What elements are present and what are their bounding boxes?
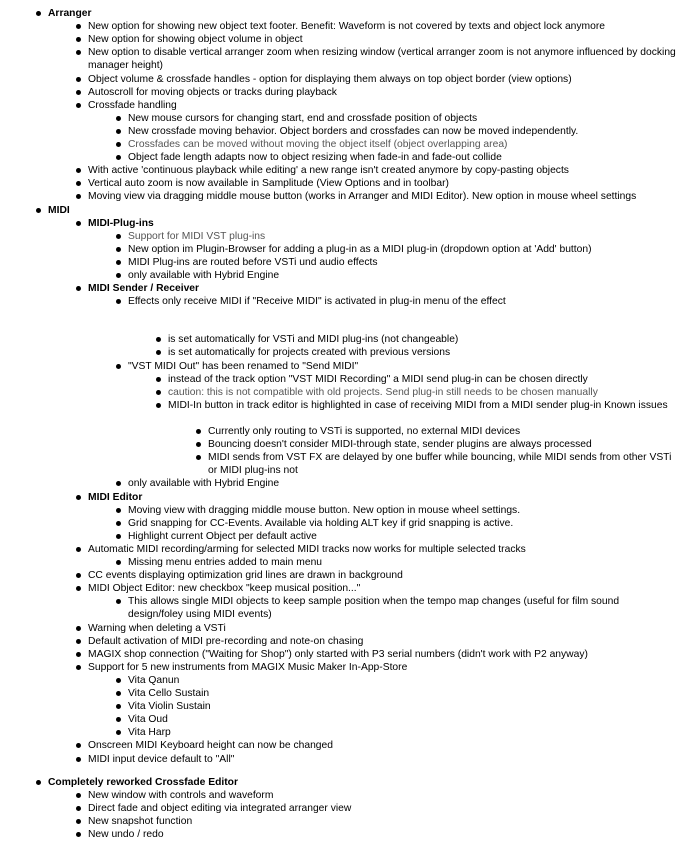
list-item (0, 399, 676, 412)
list-item (0, 517, 676, 530)
list-item (0, 789, 676, 802)
list-item (0, 661, 676, 674)
list-item-text: Effects only receive MIDI if "Receive MIDI" is activated in plug-in menu of the effect (128, 296, 506, 308)
list-item-text: Object fade length adapts now to object resizing when fade-in and fade-out collide (128, 152, 502, 164)
list-item (0, 648, 676, 661)
list-item-text: Vita Violin Sustain (128, 701, 211, 713)
list-item (0, 333, 676, 346)
list-item (0, 190, 676, 203)
list-item (0, 504, 676, 517)
bullet-icon (196, 442, 201, 447)
bullet-icon (76, 168, 81, 173)
list-item (0, 360, 676, 373)
bullet-icon (116, 508, 121, 513)
list-item (0, 86, 676, 99)
list-item-text: This allows single MIDI objects to keep sample position when the tempo map changes (useful for film sound design/foley using MIDI events) (128, 596, 620, 621)
list-item-text: Currently only routing to VSTi is supported, no external MIDI devices (208, 426, 521, 437)
list-item (0, 269, 676, 282)
list-item-text: Onscreen MIDI Keyboard height can now be changed (88, 740, 333, 752)
list-item (0, 204, 676, 217)
bullet-icon (116, 155, 121, 160)
bullet-icon (76, 757, 81, 762)
list-item (0, 569, 676, 582)
list-item-text: Completely reworked Crossfade Editor (48, 776, 238, 788)
list-item-text: MIDI input device default to "All" (88, 753, 235, 765)
list-item (0, 295, 676, 308)
list-item (0, 815, 676, 828)
list-item (0, 346, 676, 359)
list-item (0, 726, 676, 739)
list-item (0, 477, 676, 490)
bullet-icon (76, 819, 81, 824)
bullet-icon (36, 780, 41, 785)
list-item (0, 125, 676, 138)
bullet-icon (116, 691, 121, 696)
list-item (0, 622, 676, 635)
bullet-icon (116, 364, 121, 369)
list-item (0, 438, 676, 451)
list-item-text: New option to disable vertical arranger zoom when resizing window (vertical arranger zoom is not anymore influenced by docking manager height) (88, 47, 676, 72)
bullet-icon (156, 403, 161, 408)
bullet-icon (116, 704, 121, 709)
bullet-icon (116, 116, 121, 121)
list-item-text: "VST MIDI Out" has been renamed to "Send MIDI" (128, 360, 359, 372)
list-item-text: New option for showing new object text footer. Benefit: Waveform is not covered by texts and object lock anymore (88, 21, 606, 33)
bullet-icon (116, 142, 121, 147)
bullet-icon (76, 24, 81, 29)
list-item-text: New snapshot function (88, 815, 193, 827)
list-item-text: MIDI-Plug-ins (88, 217, 154, 229)
list-item-text: MIDI Sender / Receiver (88, 283, 200, 295)
bullet-icon (116, 717, 121, 722)
list-item (0, 674, 676, 687)
list-item (0, 556, 676, 569)
list-item-text: MAGIX shop connection ("Waiting for Shop") only started with P3 serial numbers (didn't work with P2 anyway) (88, 648, 588, 660)
list-item (0, 46, 676, 72)
list-item-text: MIDI (48, 204, 70, 216)
bullet-icon (156, 350, 161, 355)
bullet-icon (116, 534, 121, 539)
list-item (0, 425, 676, 438)
list-item (0, 700, 676, 713)
list-item (0, 451, 676, 477)
list-item-text: only available with Hybrid Engine (128, 270, 280, 281)
list-item-text: Vertical auto zoom is now available in Samplitude (View Options and in toolbar) (88, 178, 449, 190)
list-item-text: Highlight current Object per default active (128, 530, 317, 542)
bullet-icon (76, 806, 81, 811)
list-item-text: is set automatically for VSTi and MIDI plug-ins (not changeable) (168, 334, 459, 346)
bullet-icon (116, 730, 121, 735)
list-item-text: MIDI sends from VST FX are delayed by one buffer while bouncing, while MIDI sends from other VSTi or MIDI plug-ins not (208, 452, 672, 477)
list-item-text: New mouse cursors for changing start, end and crossfade position of objects (128, 112, 478, 124)
bullet-icon (36, 208, 41, 213)
bullet-icon (116, 247, 121, 252)
list-item-text: MIDI-In button in track editor is highlighted in case of receiving MIDI from a MIDI sender plug-in Known issues (168, 399, 668, 411)
list-item-text: Object volume & crossfade handles - option for displaying them always on top object border (view options) (88, 73, 572, 85)
bullet-icon (76, 181, 81, 186)
list-item-text: Missing menu entries added to main menu (128, 557, 323, 568)
bullet-icon (76, 743, 81, 748)
list-item (0, 7, 676, 20)
bullet-icon (116, 260, 121, 265)
bullet-icon (76, 626, 81, 631)
list-item (0, 282, 676, 295)
bullet-icon (76, 652, 81, 657)
bullet-icon (76, 37, 81, 42)
list-item-text: Automatic MIDI recording/arming for selected MIDI tracks now works for multiple selected tracks (88, 543, 526, 555)
bullet-icon (36, 11, 41, 16)
list-item (0, 256, 676, 269)
list-item-text: Autoscroll for moving objects or tracks during playback (88, 86, 337, 98)
list-item (0, 635, 676, 648)
bullet-icon (196, 429, 201, 434)
bullet-icon (116, 299, 121, 304)
list-item-text: Crossfade handling (88, 99, 177, 111)
list-item (0, 230, 676, 243)
list-item (0, 687, 676, 700)
bullet-icon (76, 495, 81, 500)
bullet-icon (76, 103, 81, 108)
list-item-text: Moving view via dragging middle mouse button (works in Arranger and MIDI Editor). New option in mouse wheel settings (88, 191, 637, 203)
list-item (0, 386, 676, 399)
list-item-text: Grid snapping for CC-Events. Available via holding ALT key if grid snapping is active. (128, 517, 514, 529)
bullet-icon (76, 665, 81, 670)
bullet-icon (76, 194, 81, 199)
bullet-icon (76, 639, 81, 644)
bullet-icon (156, 337, 161, 342)
list-item (0, 530, 676, 543)
bullet-icon (196, 455, 201, 460)
list-item (0, 776, 676, 789)
list-item (0, 99, 676, 112)
list-item (0, 373, 676, 386)
bullet-icon (116, 521, 121, 526)
list-item-text: Vita Harp (128, 727, 171, 739)
list-item (0, 243, 676, 256)
bullet-icon (76, 586, 81, 591)
bullet-icon (116, 678, 121, 683)
bullet-icon (116, 599, 121, 604)
list-item (0, 543, 676, 556)
bullet-icon (76, 50, 81, 55)
bullet-icon (116, 481, 121, 486)
list-item (0, 739, 676, 752)
list-item-text: Vita Oud (128, 714, 168, 726)
bullet-icon (156, 390, 161, 395)
list-item (0, 73, 676, 86)
list-item (0, 802, 676, 815)
list-item-text: Vita Qanun (128, 674, 180, 686)
list-item-text: MIDI Object Editor: new checkbox "keep musical position..." (88, 583, 361, 595)
list-item (0, 713, 676, 726)
bullet-icon (76, 793, 81, 798)
bullet-icon (76, 286, 81, 291)
list-item (0, 164, 676, 177)
bullet-icon (156, 377, 161, 382)
list-item-text: New window with controls and waveform (88, 789, 274, 801)
list-item-text: Vita Cello Sustain (128, 688, 210, 699)
list-item (0, 177, 676, 190)
list-item (0, 491, 676, 504)
list-item (0, 112, 676, 125)
list-item-text: Support for 5 new instruments from MAGIX Music Maker In-App-Store (88, 661, 408, 673)
list-item-text: MIDI Plug-ins are routed before VSTi und audio effects (128, 256, 378, 268)
list-item-text: Crossfades can be moved without moving the object itself (object overlapping area) (128, 139, 508, 150)
list-item-text: is set automatically for projects created with previous versions (168, 347, 451, 359)
list-item-text: Default activation of MIDI pre-recording and note-on chasing (88, 635, 364, 647)
bullet-icon (76, 77, 81, 82)
bullet-icon (116, 560, 121, 565)
list-item-text: Moving view with dragging middle mouse button. New option in mouse wheel settings. (128, 504, 521, 516)
bullet-icon (116, 234, 121, 239)
list-item (0, 582, 676, 595)
list-item-text: New crossfade moving behavior. Object borders and crossfades can now be moved independently. (128, 125, 579, 137)
list-item-text: instead of the track option "VST MIDI Recording" a MIDI send plug-in can be chosen directly (168, 373, 588, 385)
list-item-text: Warning when deleting a VSTi (88, 622, 226, 634)
list-item-text: New undo / redo (88, 829, 164, 840)
bullet-icon (76, 90, 81, 95)
list-item-text: CC events displaying optimization grid lines are drawn in background (88, 570, 403, 582)
list-item (0, 20, 676, 33)
list-item-text: Direct fade and object editing via integrated arranger view (88, 802, 352, 814)
list-item (0, 753, 676, 766)
list-item-text: MIDI Editor (88, 491, 143, 503)
list-item (0, 217, 676, 230)
bullet-icon (76, 221, 81, 226)
list-item-text: Bouncing doesn't consider MIDI-through state, sender plugins are always processed (208, 439, 592, 451)
list-item-text: With active 'continuous playback while editing' a new range isn't created anymore by copy-pasting objects (88, 165, 569, 177)
bullet-icon (116, 273, 121, 278)
list-item-text: caution: this is not compatible with old projects. Send plug-in still needs to be chosen manually (168, 386, 598, 398)
list-item-text: only available with Hybrid Engine (128, 478, 280, 490)
list-item-text: New option for showing object volume in object (88, 34, 303, 46)
list-item-text: New option im Plugin-Browser for adding a plug-in as a MIDI plug-in (dropdown option at 'Add' button) (128, 243, 592, 255)
list-item (0, 33, 676, 46)
bullet-icon (76, 547, 81, 552)
bullet-icon (116, 129, 121, 134)
list-item-text: Support for MIDI VST plug-ins (128, 230, 266, 242)
list-item (0, 595, 676, 621)
list-item (0, 151, 676, 164)
list-item (0, 138, 676, 151)
bullet-icon (76, 573, 81, 578)
list-item-text: Arranger (48, 8, 92, 19)
